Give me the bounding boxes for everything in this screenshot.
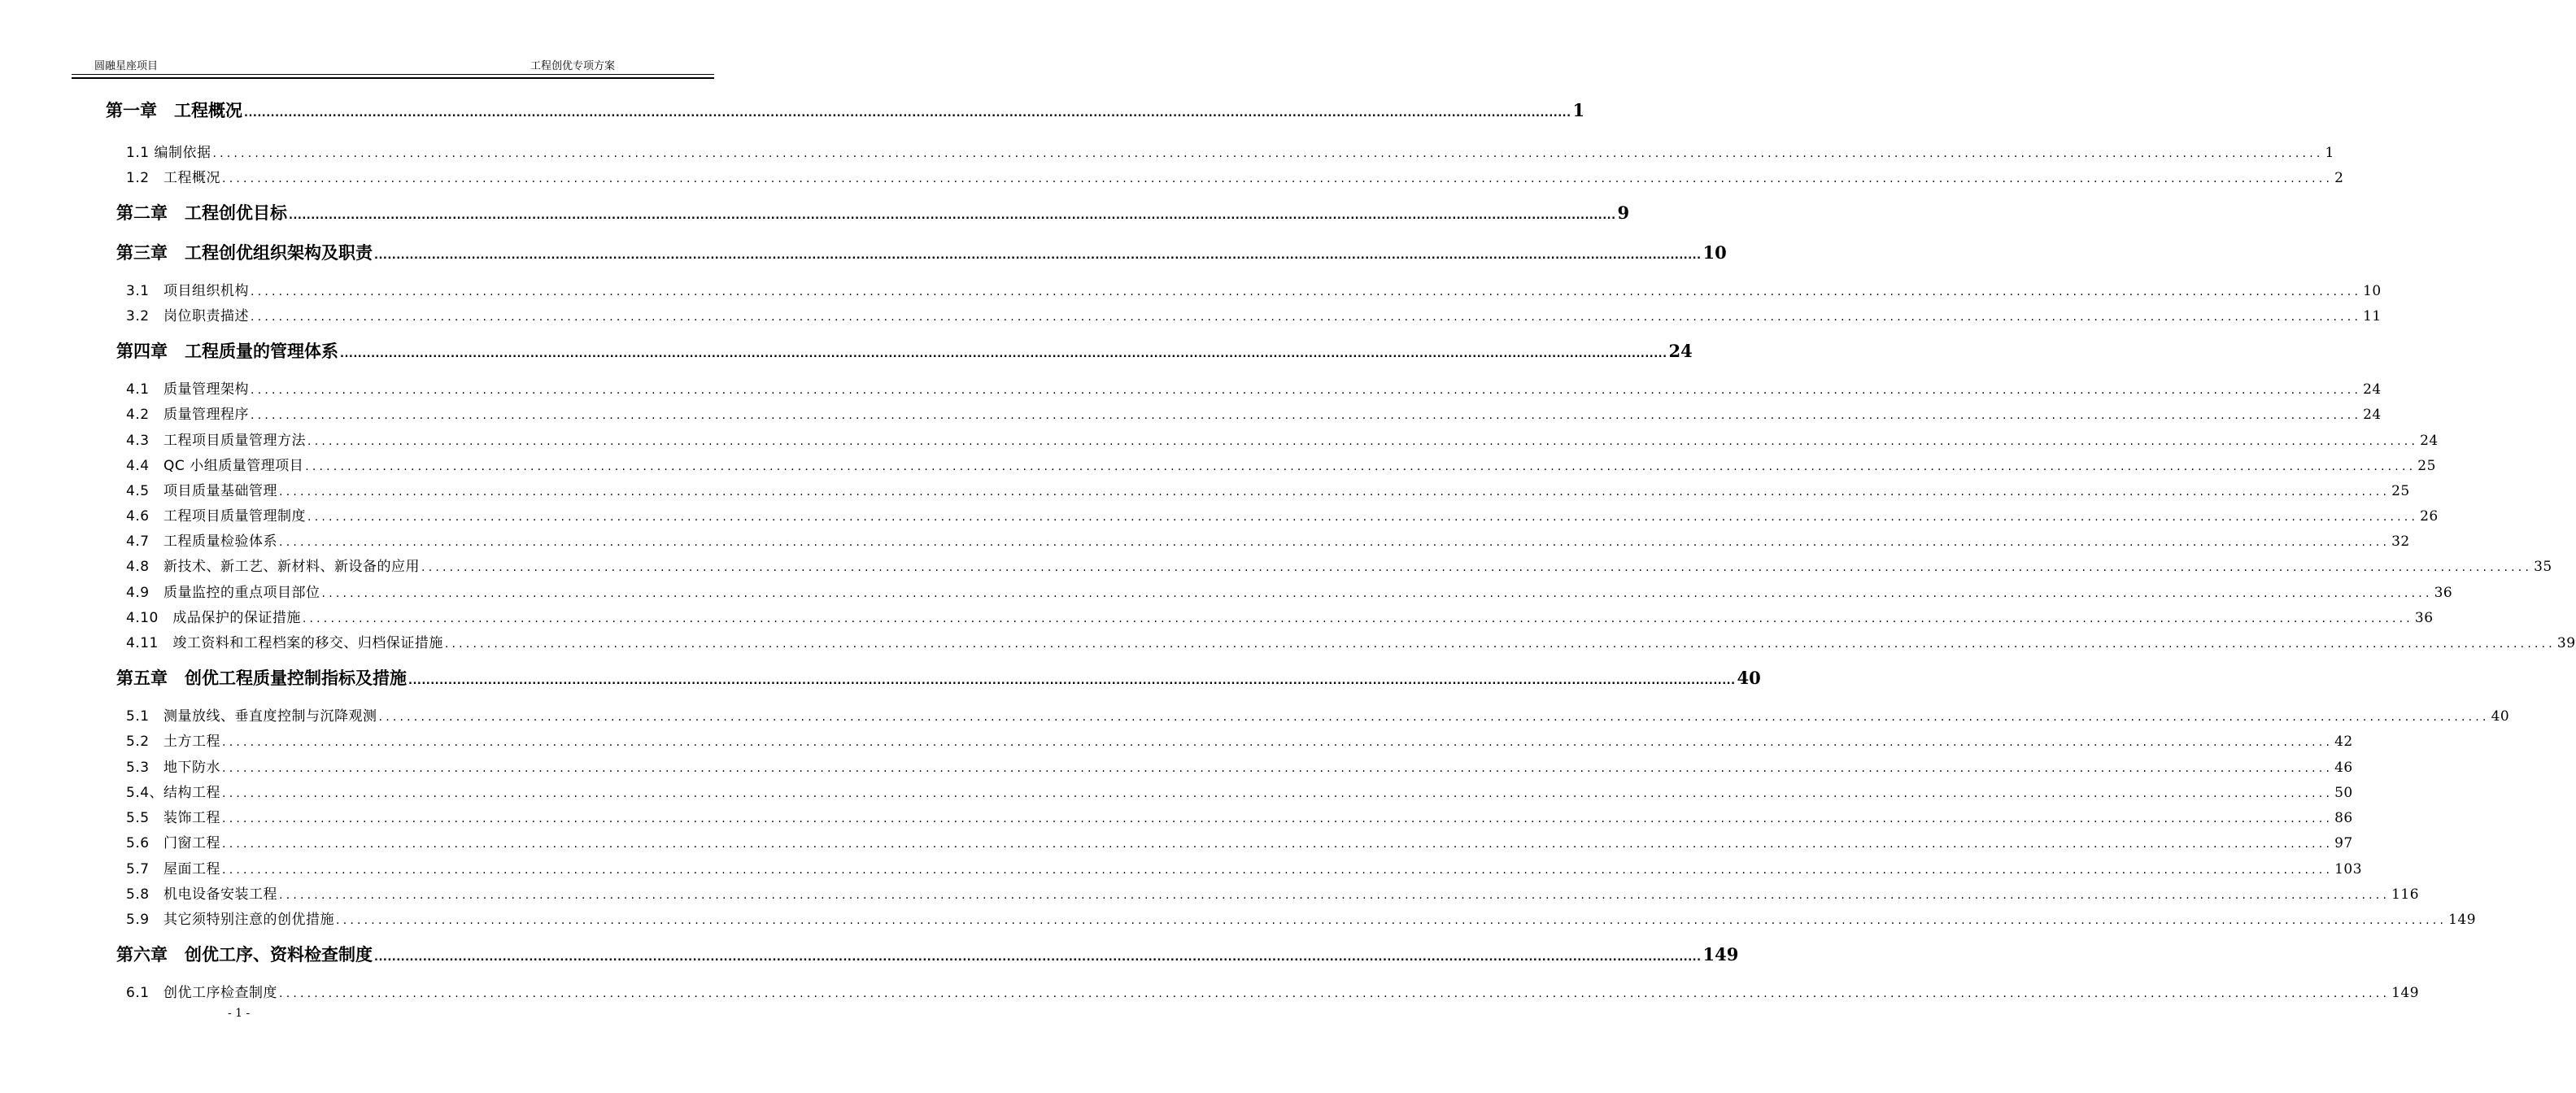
toc-chapter-entry[interactable]: [116, 200, 1630, 228]
toc-section-entry[interactable]: [126, 981, 2420, 1002]
toc-leader-dots: ............................................................................................................................................................................................................................................................................................................: [302, 612, 2413, 625]
toc-section-entry[interactable]: [126, 555, 2552, 576]
toc-chapter-entry[interactable]: [116, 665, 1761, 693]
toc-entry-title: 4.11 竣工资料和工程档案的移交、归档保证措施: [126, 635, 443, 651]
header-document-title: 工程创优专项方案: [530, 60, 615, 72]
toc-leader-dots: ............................................................................................................................................................................................................................................................................................................: [279, 486, 2391, 499]
toc-entry-title: 第二章 工程创优目标: [116, 203, 287, 223]
header-project-name: 圆融星座项目: [94, 60, 159, 72]
toc-section-entry[interactable]: [126, 704, 2510, 725]
toc-chapter-entry[interactable]: [116, 240, 1727, 268]
toc-entry-title: 5.1 测量放线、垂直度控制与沉降观测: [126, 708, 377, 725]
toc-section-entry[interactable]: [126, 631, 2576, 652]
toc-entry-title: 5.3 地下防水: [126, 760, 221, 776]
toc-entry-page-number: 24: [1668, 341, 1693, 361]
toc-entry-page-number: 86: [2334, 810, 2353, 826]
toc-section-entry[interactable]: [126, 479, 2410, 500]
toc-entry-title: 3.1 项目组织机构: [126, 283, 250, 299]
toc-entry-title: 4.10 成品保护的保证措施: [126, 610, 301, 626]
toc-entry-title: 1.1 编制依据: [126, 145, 211, 161]
toc-section-entry[interactable]: [126, 908, 2477, 929]
toc-entry-page-number: 35: [2534, 559, 2552, 575]
toc-leader-dots: ............................................................................................................................................................................................................................................................................................................: [340, 348, 1667, 360]
toc-entry-page-number: 36: [2414, 610, 2434, 626]
toc-entry-page-number: 10: [2363, 283, 2382, 299]
toc-entry-title: 4.5 项目质量基础管理: [126, 483, 278, 499]
toc-leader-dots: ............................................................................................................................................................................................................................................................................................................: [421, 561, 2533, 574]
toc-entry-page-number: 36: [2434, 585, 2453, 601]
toc-entry-title: 4.1 质量管理架构: [126, 381, 250, 398]
toc-leader-dots: ............................................................................................................................................................................................................................................................................................................: [222, 812, 2334, 825]
toc-entry-title: 6.1 创优工序检查制度: [126, 985, 278, 1001]
toc-leader-dots: ............................................................................................................................................................................................................................................................................................................: [222, 172, 2334, 185]
toc-entry-page-number: 50: [2334, 785, 2353, 801]
toc-leader-dots: ............................................................................................................................................................................................................................................................................................................: [279, 889, 2391, 902]
toc-entry-title: 5.8 机电设备安装工程: [126, 886, 278, 903]
toc-section-entry[interactable]: [126, 141, 2334, 162]
toc-chapter-entry[interactable]: [116, 338, 1693, 366]
toc-entry-page-number: 11: [2363, 308, 2382, 324]
toc-leader-dots: ............................................................................................................................................................................................................................................................................................................: [251, 311, 2362, 324]
toc-entry-page-number: 149: [2391, 985, 2420, 1001]
toc-entry-page-number: 24: [2363, 381, 2382, 398]
toc-leader-dots: ............................................................................................................................................................................................................................................................................................................: [222, 736, 2334, 749]
toc-entry-title: 第五章 创优工程质量控制指标及措施: [116, 668, 407, 688]
toc-section-entry[interactable]: [126, 581, 2453, 602]
toc-entry-page-number: 2: [2334, 170, 2344, 186]
toc-entry-page-number: 149: [1702, 944, 1739, 965]
toc-entry-title: 4.3 工程项目质量管理方法: [126, 433, 307, 449]
toc-leader-dots: ............................................................................................................................................................................................................................................................................................................: [305, 460, 2417, 473]
toc-entry-title: 第六章 创优工序、资料检查制度: [116, 945, 373, 965]
toc-section-entry[interactable]: [126, 166, 2344, 187]
toc-section-entry[interactable]: [126, 606, 2434, 627]
toc-entry-title: 5.5 装饰工程: [126, 810, 221, 826]
toc-entry-title: 4.2 质量管理程序: [126, 407, 250, 423]
page-number: - 1 -: [228, 1007, 251, 1020]
toc-entry-title: 第三章 工程创优组织架构及职责: [116, 243, 373, 263]
toc-leader-dots: ............................................................................................................................................................................................................................................................................................................: [212, 147, 2324, 160]
toc-section-entry[interactable]: [126, 504, 2439, 525]
toc-entry-title: 3.2 岗位职责描述: [126, 308, 250, 324]
toc-leader-dots: ............................................................................................................................................................................................................................................................................................................: [279, 536, 2391, 549]
toc-section-entry[interactable]: [126, 429, 2439, 450]
toc-entry-page-number: 10: [1702, 242, 1727, 263]
toc-entry-page-number: 42: [2334, 734, 2353, 750]
toc-leader-dots: ............................................................................................................................................................................................................................................................................................................: [307, 511, 2419, 524]
toc-section-entry[interactable]: [126, 377, 2382, 398]
toc-entry-page-number: 25: [2391, 483, 2410, 499]
toc-leader-dots: ............................................................................................................................................................................................................................................................................................................: [307, 435, 2419, 448]
toc-entry-title: 1.2 工程概况: [126, 170, 221, 186]
toc-entry-page-number: 103: [2334, 861, 2363, 877]
toc-section-entry[interactable]: [126, 529, 2410, 551]
toc-entry-title: 5.6 门窗工程: [126, 835, 221, 851]
toc-leader-dots: ............................................................................................................................................................................................................................................................................................................: [251, 285, 2362, 298]
toc-leader-dots: ............................................................................................................................................................................................................................................................................................................: [321, 587, 2433, 600]
toc-chapter-entry[interactable]: [116, 942, 1739, 969]
toc-entry-title: 第一章 工程概况: [106, 101, 242, 120]
toc-leader-dots: ............................................................................................................................................................................................................................................................................................................: [222, 787, 2334, 800]
toc-leader-dots: ............................................................................................................................................................................................................................................................................................................: [378, 711, 2490, 724]
toc-entry-title: 第四章 工程质量的管理体系: [116, 342, 338, 361]
toc-entry-page-number: 32: [2391, 533, 2410, 550]
toc-entry-title: 4.6 工程项目质量管理制度: [126, 508, 307, 525]
toc-entry-page-number: 116: [2391, 886, 2420, 903]
toc-entry-page-number: 149: [2448, 912, 2477, 928]
toc-leader-dots: ............................................................................................................................................................................................................................................................................................................: [279, 987, 2391, 1000]
toc-section-entry[interactable]: [126, 831, 2353, 852]
toc-section-entry[interactable]: [126, 806, 2353, 827]
toc-entry-page-number: 1: [2325, 145, 2334, 161]
toc-entry-page-number: 24: [2420, 433, 2439, 449]
toc-leader-dots: ............................................................................................................................................................................................................................................................................................................: [289, 210, 1616, 222]
toc-entry-page-number: 40: [1737, 668, 1761, 688]
toc-section-entry[interactable]: [126, 857, 2363, 878]
toc-entry-page-number: 46: [2334, 760, 2353, 776]
toc-entry-title: 5.2 土方工程: [126, 734, 221, 750]
toc-entry-page-number: 26: [2420, 508, 2439, 525]
toc-entry-title: 5.4、结构工程: [126, 785, 221, 801]
toc-leader-dots: ............................................................................................................................................................................................................................................................................................................: [222, 762, 2334, 775]
toc-leader-dots: ............................................................................................................................................................................................................................................................................................................: [244, 107, 1571, 120]
toc-entry-page-number: 97: [2334, 835, 2353, 851]
toc-section-entry[interactable]: [126, 279, 2382, 300]
toc-leader-dots: ............................................................................................................................................................................................................................................................................................................: [408, 675, 1736, 687]
toc-entry-title: 5.7 屋面工程: [126, 861, 221, 877]
toc-leader-dots: ............................................................................................................................................................................................................................................................................................................: [336, 914, 2447, 927]
toc-chapter-entry[interactable]: [106, 98, 1585, 125]
toc-leader-dots: ............................................................................................................................................................................................................................................................................................................: [374, 250, 1702, 262]
toc-leader-dots: ............................................................................................................................................................................................................................................................................................................: [222, 864, 2334, 877]
toc-entry-title: 5.9 其它须特别注意的创优措施: [126, 912, 335, 928]
header-rule-thick: [72, 77, 714, 79]
toc-entry-page-number: 9: [1617, 202, 1630, 223]
toc-section-entry[interactable]: [126, 781, 2353, 802]
toc-entry-page-number: 40: [2491, 708, 2510, 725]
toc-leader-dots: ............................................................................................................................................................................................................................................................................................................: [444, 638, 2556, 651]
toc-section-entry[interactable]: [126, 729, 2353, 751]
page-header: [72, 57, 714, 75]
toc-leader-dots: ............................................................................................................................................................................................................................................................................................................: [251, 384, 2362, 397]
toc-entry-page-number: 24: [2363, 407, 2382, 423]
toc-entry-title: 4.7 工程质量检验体系: [126, 533, 278, 550]
toc-entry-title: 4.8 新技术、新工艺、新材料、新设备的应用: [126, 559, 421, 575]
toc-section-entry[interactable]: [126, 454, 2436, 475]
toc-section-entry[interactable]: [126, 756, 2353, 777]
toc-leader-dots: ............................................................................................................................................................................................................................................................................................................: [374, 951, 1702, 964]
toc-entry-title: 4.4 QC 小组质量管理项目: [126, 458, 304, 474]
toc-leader-dots: ............................................................................................................................................................................................................................................................................................................: [251, 409, 2362, 422]
toc-entry-page-number: 39: [2556, 635, 2576, 651]
toc-section-entry[interactable]: [126, 403, 2382, 424]
toc-entry-page-number: 1: [1572, 100, 1585, 120]
toc-entry-page-number: 25: [2417, 458, 2436, 474]
toc-leader-dots: ............................................................................................................................................................................................................................................................................................................: [222, 838, 2334, 851]
toc-entry-title: 4.9 质量监控的重点项目部位: [126, 585, 320, 601]
header-rule-thin: [72, 74, 714, 75]
toc-section-entry[interactable]: [126, 882, 2420, 904]
toc-section-entry[interactable]: [126, 304, 2382, 325]
